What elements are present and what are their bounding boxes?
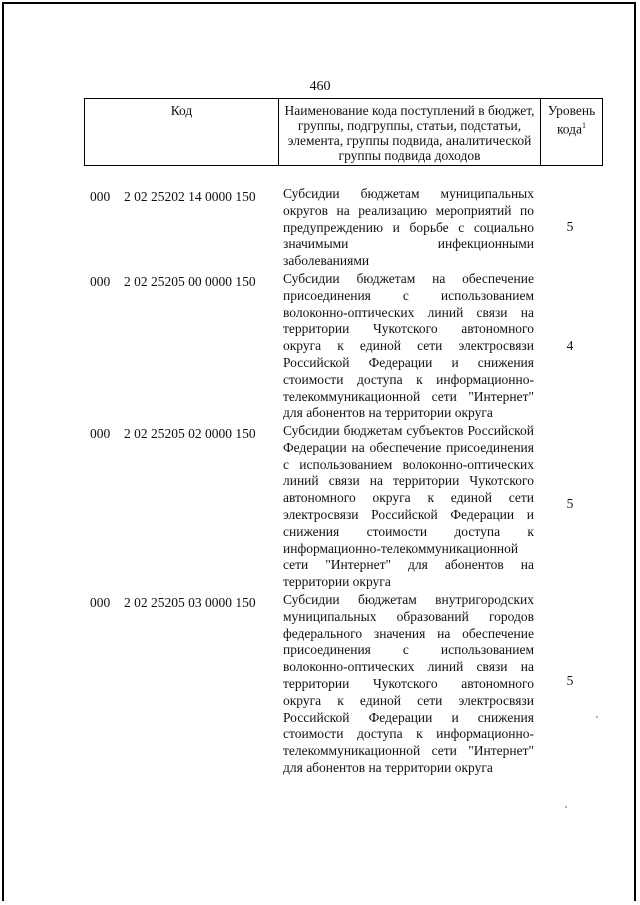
row-name: Субсидии бюджетам субъектов Российской Федерации на обеспечение присоединения с использованием волоконно-оптических линий связи на территории Чукотского автономного округа к единой сети электросвязи Российской Федерации и снижения стоимости доступа к информационно-телекоммуникационной сети "Интернет" для абонентов на территории округа: [283, 423, 534, 590]
row-prefix: 000: [90, 595, 111, 610]
row-code: 2 02 25205 00 0000 150: [124, 274, 256, 289]
header-name: Наименование кода поступлений в бюджет, группы, подгруппы, статьи, подстатьи, элемента, группы подвида, аналитической группы подвида доходов: [279, 99, 541, 165]
footnote-mark: 1: [582, 121, 587, 130]
row-level: 5: [566, 496, 574, 511]
row-level: 4: [566, 338, 574, 353]
scan-speck: [596, 716, 598, 718]
page-number: 460: [309, 79, 331, 94]
row-name: Субсидии бюджетам муниципальных округов на реализацию мероприятий по предупреждению и борьбе с социально значимыми инфекционными заболеваниями: [283, 186, 534, 269]
scan-speck: [565, 806, 567, 808]
row-name: Субсидии бюджетам внутригородских муниципальных образований городов федерального значения на обеспечение присоединения с использованием волоконно-оптических линий связи на территории Чукотского автономного округа к единой сети электросвязи Российской Федерации и снижения стоимости доступа к информационно-телекоммуникационной сети "Интернет" для абонентов на территории округа: [283, 592, 534, 775]
row-level: 5: [566, 219, 574, 234]
row-level: 5: [566, 673, 574, 688]
row-code: 2 02 25205 03 0000 150: [124, 595, 256, 610]
row-prefix: 000: [90, 274, 111, 289]
header-code: Код: [85, 99, 279, 165]
row-code: 2 02 25205 02 0000 150: [124, 426, 256, 441]
header-level-suffix: а: [576, 121, 583, 137]
row-code: 2 02 25202 14 0000 150: [124, 189, 256, 204]
row-prefix: 000: [90, 426, 111, 441]
header-level: [541, 99, 602, 165]
header-level-label: Уровень код: [547, 103, 596, 137]
row-name: Субсидии бюджетам на обеспечение присоединения с использованием волоконно-оптических линий связи на территории Чукотского автономного округа к единой сети электросвязи Российской Федерации и снижения стоимости доступа к информационно-телекоммуникационной сети "Интернет" для абонентов на территории округа: [283, 271, 534, 421]
row-prefix: 000: [90, 189, 111, 204]
table-header: [84, 98, 603, 166]
